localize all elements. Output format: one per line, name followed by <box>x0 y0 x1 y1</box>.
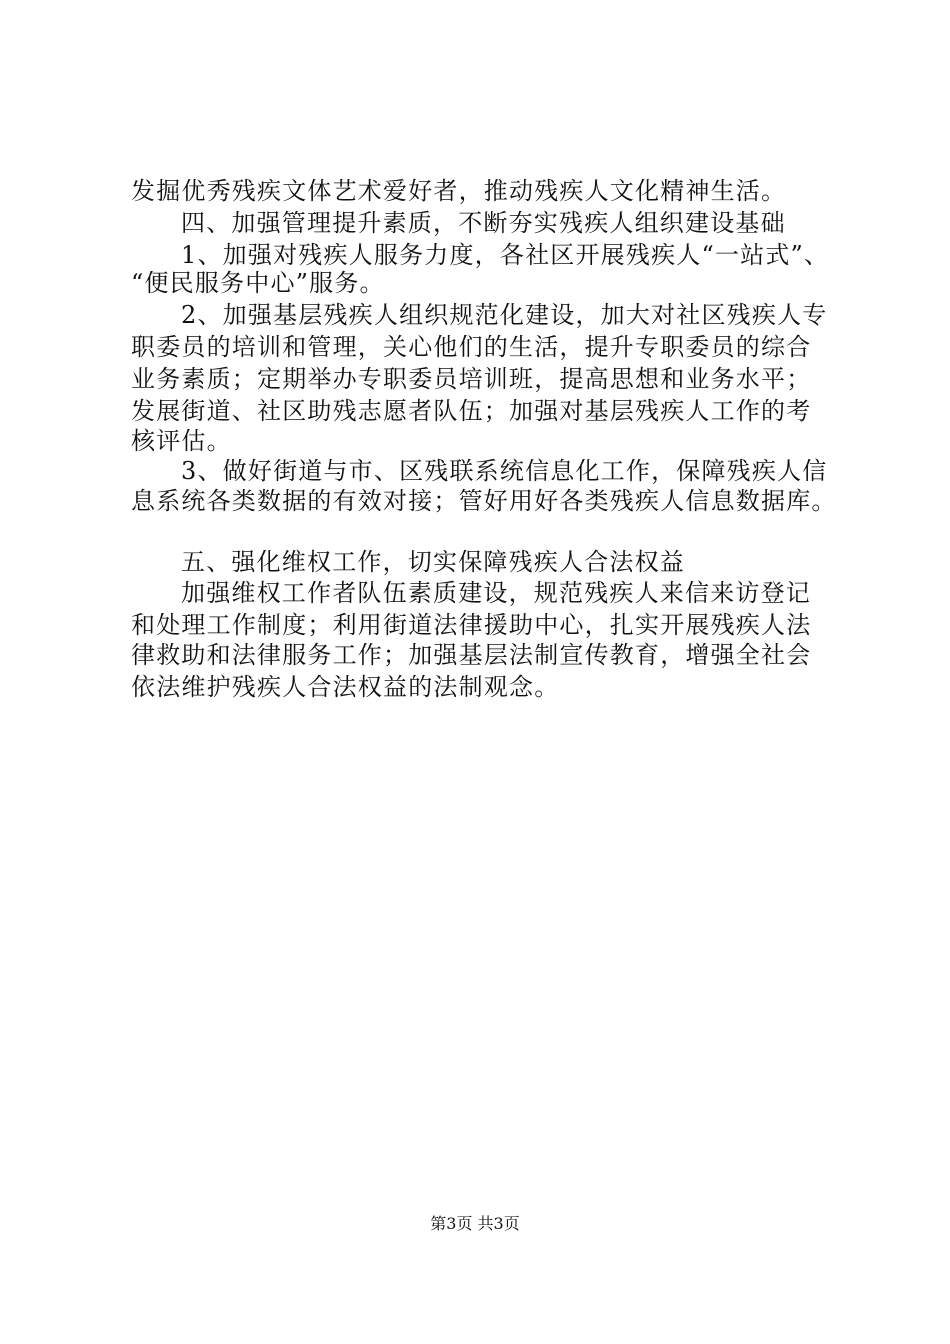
body-text-line: 核评估。 <box>131 427 232 455</box>
section-heading: 五、强化维权工作，切实保障残疾人合法权益 <box>181 548 685 576</box>
body-text-line: 职委员的培训和管理，关心他们的生活，提升专职委员的综合 <box>131 333 812 361</box>
paragraph-first-line: 1、加强对残疾人服务力度，各社区开展残疾人“一站式”、 <box>181 241 830 269</box>
body-text-line: “便民服务中心”服务。 <box>131 269 385 297</box>
body-text-line: 发展街道、社区助残志愿者队伍；加强对基层残疾人工作的考 <box>131 397 812 425</box>
body-text-line: 律救助和法律服务工作；加强基层法制宣传教育，增强全社会 <box>131 641 812 669</box>
section-heading: 四、加强管理提升素质，不断夯实残疾人组织建设基础 <box>181 209 786 237</box>
body-text-line: 业务素质；定期举办专职委员培训班，提高思想和业务水平； <box>131 365 812 393</box>
paragraph-first-line: 2、加强基层残疾人组织规范化建设，加大对社区残疾人专 <box>181 301 828 329</box>
body-text-line: 息系统各类数据的有效对接；管好用好各类残疾人信息数据库。 <box>131 487 837 515</box>
body-text-line: 依法维护残疾人合法权益的法制观念。 <box>131 673 560 701</box>
page-number-footer: 第3页 共3页 <box>430 1214 520 1233</box>
body-text-line: 和处理工作制度；利用街道法律援助中心，扎实开展残疾人法 <box>131 611 812 639</box>
paragraph-first-line: 加强维权工作者队伍素质建设，规范残疾人来信来访登记 <box>181 579 811 607</box>
paragraph-first-line: 3、做好街道与市、区残联系统信息化工作，保障残疾人信 <box>181 457 828 485</box>
body-text-line: 发掘优秀残疾文体艺术爱好者，推动残疾人文化精神生活。 <box>131 177 787 205</box>
